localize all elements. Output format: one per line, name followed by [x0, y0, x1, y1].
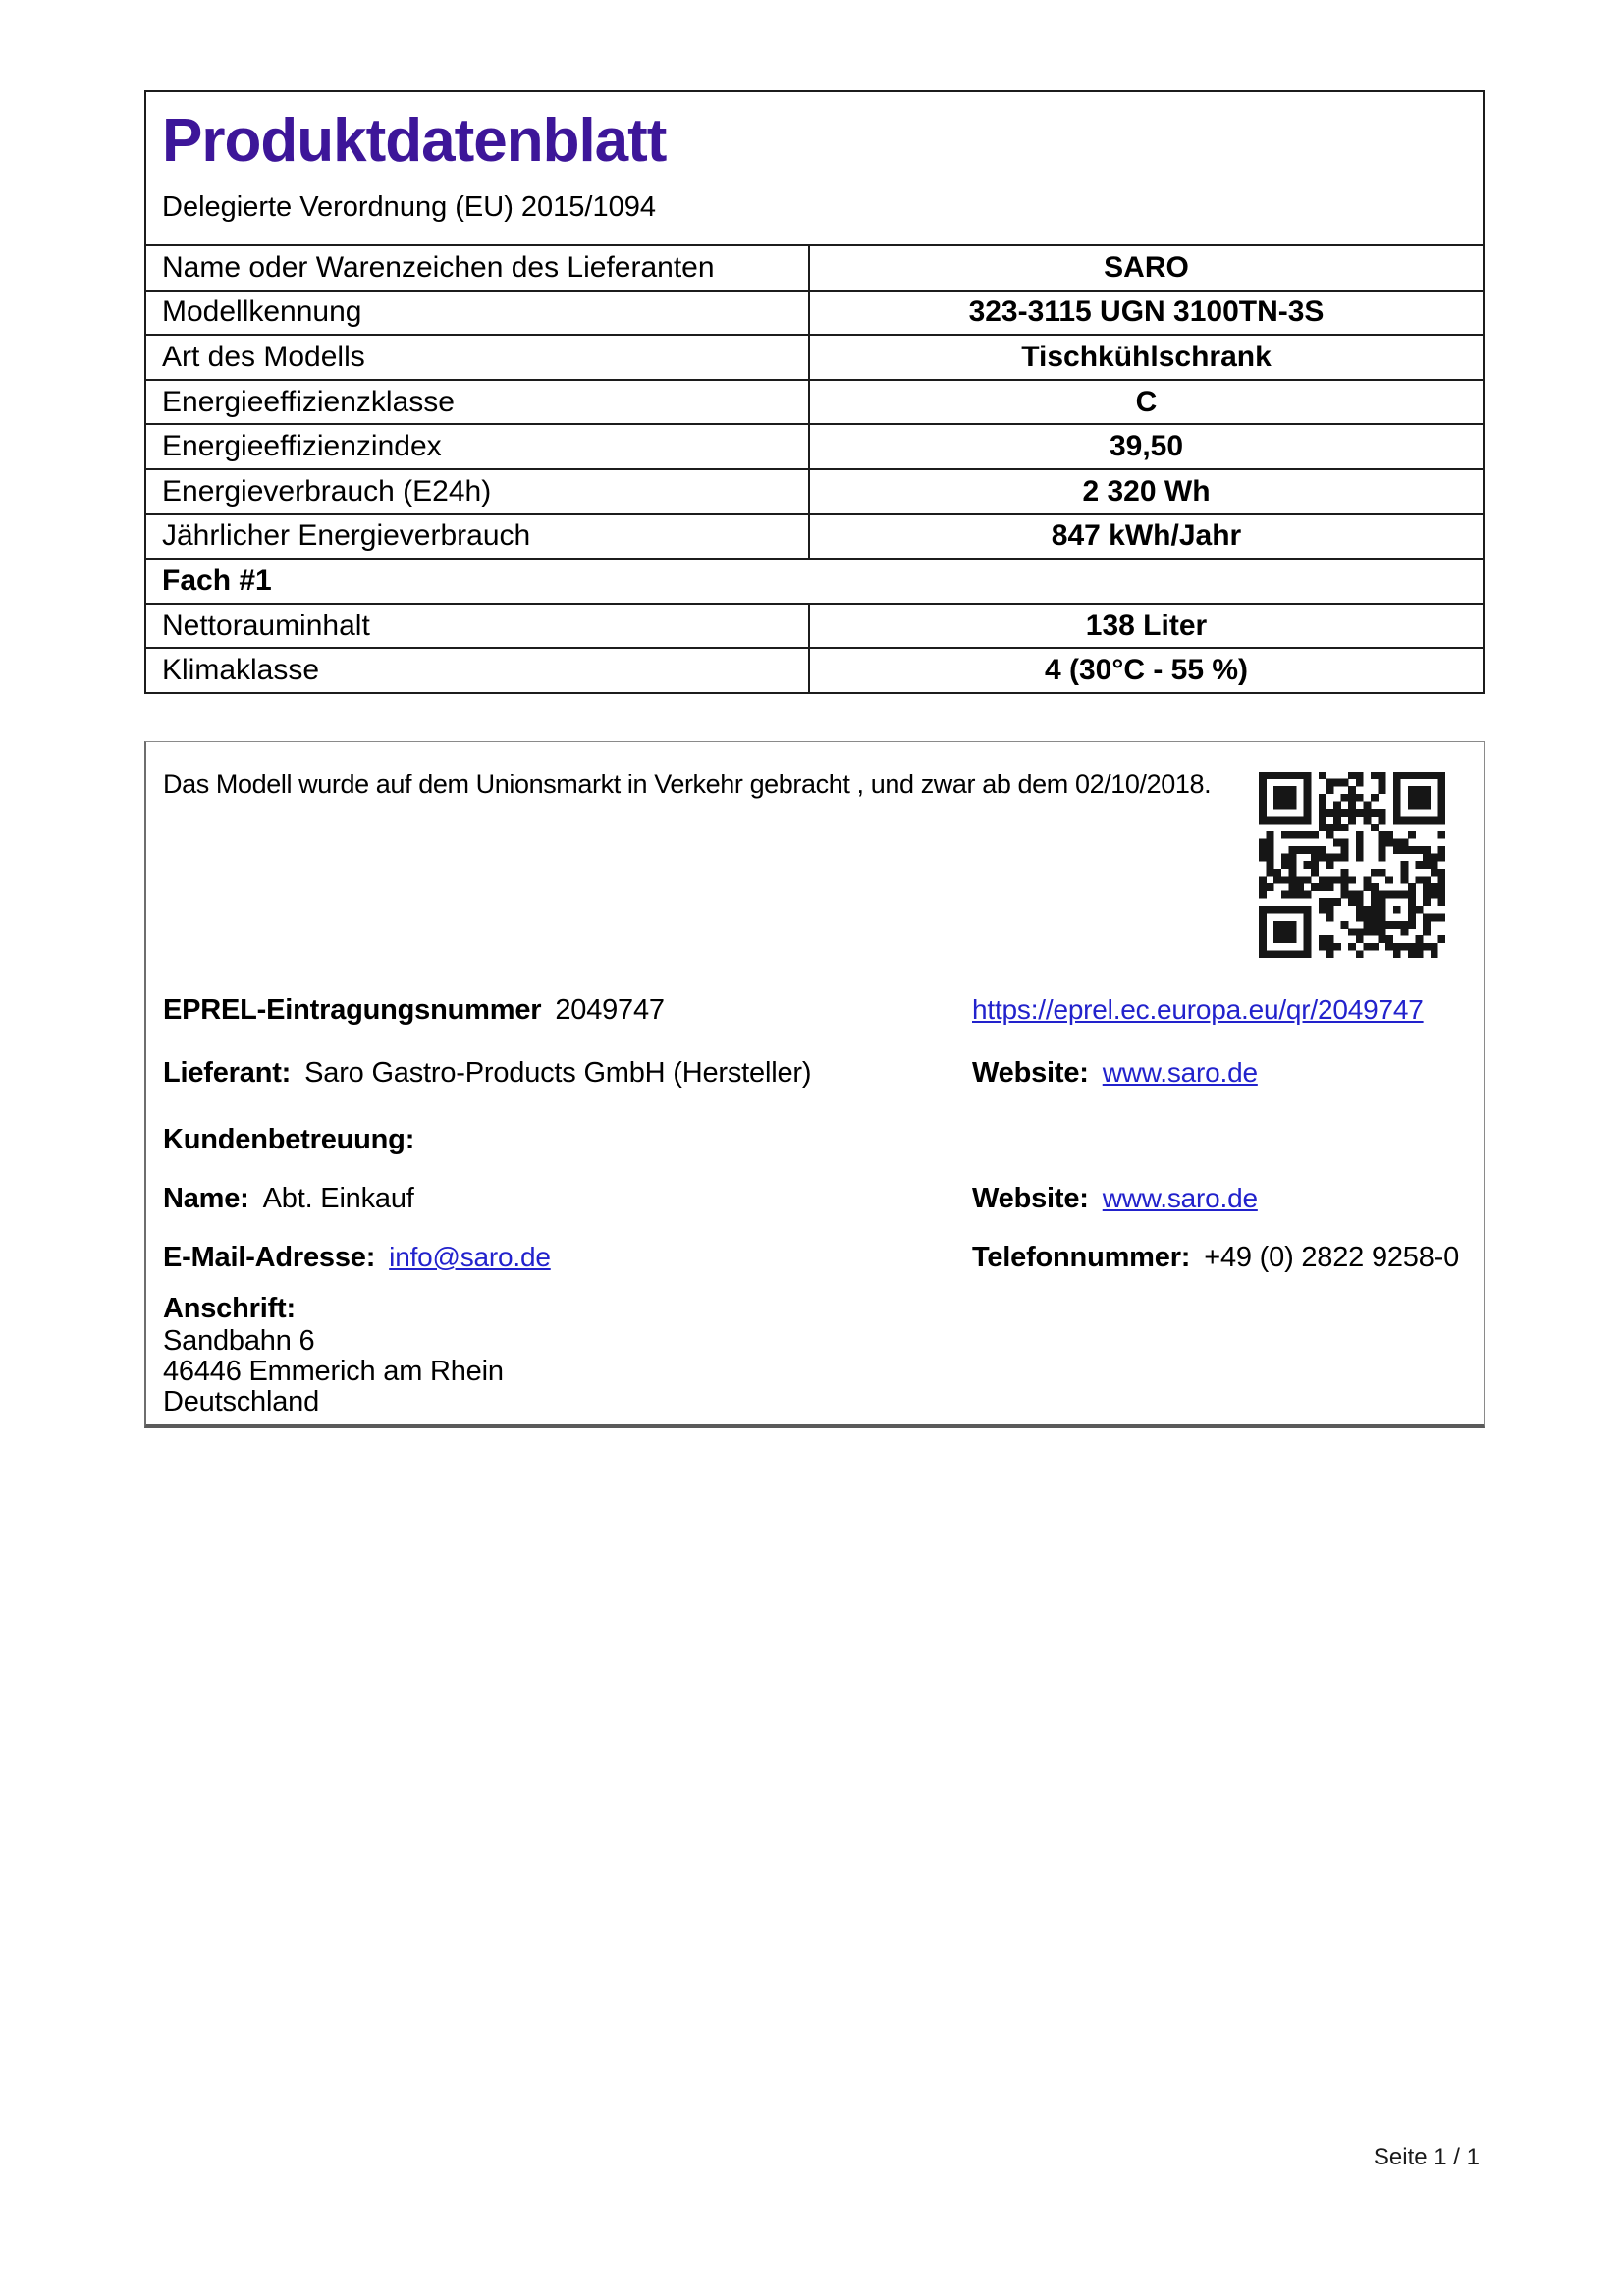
row-label: Nettorauminhalt	[146, 605, 810, 648]
product-datasheet-table	[144, 90, 1485, 694]
row-label: Energieverbrauch (E24h)	[146, 470, 810, 513]
row-value: SARO	[1104, 250, 1189, 284]
row-value: 323-3115 UGN 3100TN-3S	[968, 295, 1325, 329]
contact-name-label: Name:	[163, 1183, 249, 1214]
website-link[interactable]: www.saro.de	[1102, 1183, 1258, 1213]
row-value: C	[1135, 385, 1158, 418]
row-label: Art des Modells	[146, 336, 810, 379]
row-label: Name oder Warenzeichen des Lieferanten	[146, 246, 810, 290]
address-lines	[163, 1326, 504, 1417]
address-label: Anschrift:	[163, 1293, 296, 1324]
row-value: 2 320 Wh	[1082, 474, 1211, 507]
phone-value: +49 (0) 2822 9258-0	[1204, 1242, 1460, 1273]
supplier-info-panel	[144, 741, 1485, 1428]
table-row	[146, 290, 1483, 335]
table-row	[146, 379, 1483, 424]
regulation-subtitle: Delegierte Verordnung (EU) 2015/1094	[162, 191, 656, 223]
row-label: Fach #1	[162, 563, 272, 597]
address-line: Deutschland	[163, 1386, 320, 1417]
eprel-label: EPREL-Eintragungsnummer	[163, 994, 542, 1026]
table-row	[146, 647, 1483, 692]
row-label: Modellkennung	[146, 292, 810, 335]
table-section-row	[146, 558, 1483, 603]
row-label: Energieeffizienzklasse	[146, 381, 810, 424]
phone-label: Telefonnummer:	[972, 1242, 1191, 1273]
row-label: Jährlicher Energieverbrauch	[146, 515, 810, 559]
email-label: E-Mail-Adresse:	[163, 1242, 376, 1273]
row-value: 4 (30°C - 55 %)	[1044, 654, 1249, 687]
eprel-link[interactable]: https://eprel.ec.europa.eu/qr/2049747	[972, 994, 1424, 1025]
website-label: Website:	[972, 1057, 1089, 1089]
address-line: 46446 Emmerich am Rhein	[163, 1356, 504, 1387]
datasheet-rows	[146, 244, 1483, 692]
market-placement-text: Das Modell wurde auf dem Unionsmarkt in Verkehr gebracht , und zwar ab dem 02/10/2018.	[163, 770, 1212, 799]
email-link[interactable]: info@saro.de	[389, 1242, 551, 1272]
row-label: Klimaklasse	[146, 649, 810, 692]
table-row	[146, 334, 1483, 379]
table-row	[146, 244, 1483, 290]
qr-code-icon	[1259, 772, 1445, 958]
page-title: Produktdatenblatt	[162, 107, 667, 175]
website-label: Website:	[972, 1183, 1089, 1214]
table-row	[146, 603, 1483, 648]
row-value: 39,50	[1109, 430, 1184, 463]
row-value: 138 Liter	[1085, 609, 1208, 642]
row-value: Tischkühlschrank	[1021, 340, 1272, 373]
title-cell	[146, 92, 1483, 244]
eprel-number: 2049747	[555, 994, 665, 1026]
supplier-value: Saro Gastro-Products GmbH (Hersteller)	[304, 1057, 812, 1089]
contact-name-value: Abt. Einkauf	[262, 1183, 414, 1214]
supplier-label: Lieferant:	[163, 1057, 292, 1089]
table-row	[146, 423, 1483, 468]
table-row	[146, 513, 1483, 559]
website-link[interactable]: www.saro.de	[1102, 1057, 1258, 1088]
row-value: 847 kWh/Jahr	[1051, 519, 1242, 553]
customer-care-label: Kundenbetreuung:	[163, 1124, 415, 1155]
page-number: Seite 1 / 1	[1373, 2144, 1480, 2170]
address-line: Sandbahn 6	[163, 1325, 315, 1357]
row-label: Energieeffizienzindex	[146, 425, 810, 468]
table-row	[146, 468, 1483, 513]
